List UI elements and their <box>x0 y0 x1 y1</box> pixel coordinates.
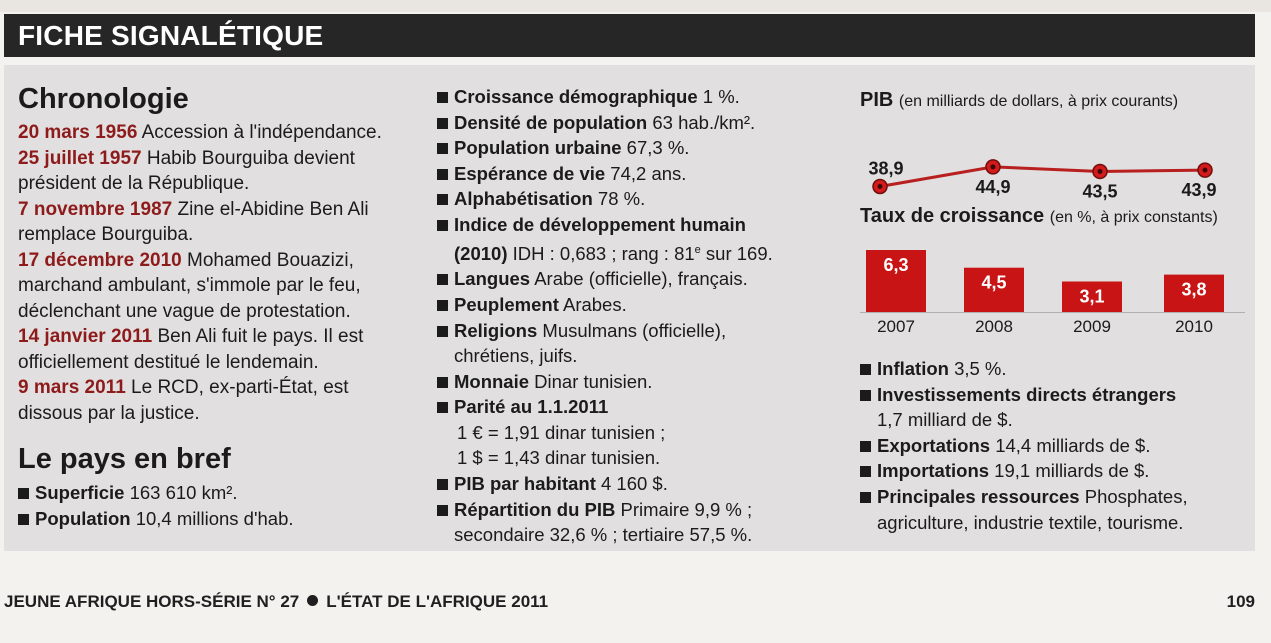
stat-value-sup: e <box>694 243 701 256</box>
chronologie-text: Mohamed Bouazizi, <box>181 249 354 271</box>
econ-importations <box>860 458 1255 484</box>
growth-year-label: 2008 <box>975 317 1013 336</box>
stat-value: Arabe (officielle), français. <box>530 268 748 290</box>
chronologie-text: déclenchant une vague de protestation. <box>18 300 351 322</box>
growth-data-label: 6,3 <box>883 255 909 275</box>
page-number: 109 <box>1226 592 1255 611</box>
pib-subtitle: (en milliards de dollars, à prix courants) <box>898 93 1179 110</box>
publication-line <box>4 592 548 612</box>
stat-value: 1 %. <box>697 86 740 107</box>
chronologie-entry <box>18 146 418 197</box>
stat-parite-dollar: 1 $ = 1,43 dinar tunisien. <box>457 447 661 469</box>
econ-exportations <box>860 433 1255 459</box>
pib-point-center <box>878 184 883 189</box>
pib-title: PIB <box>860 89 894 111</box>
stat-alphabetisation <box>437 186 832 212</box>
stat-label: Parité au 1.1.2011 <box>454 396 609 418</box>
pib-line-chart <box>860 114 1245 204</box>
stat-parite <box>437 394 832 471</box>
top-strip <box>0 0 1271 12</box>
stat-label: Population urbaine <box>454 137 622 159</box>
chronologie-date: 9 mars 2011 <box>18 377 126 398</box>
growth-bar-chart <box>860 230 1245 348</box>
bullet-square <box>860 390 871 401</box>
bullet-square <box>860 492 871 503</box>
chronologie-text: Habib Bourguiba devient <box>141 147 355 169</box>
stat-religions <box>437 318 832 369</box>
stat-parite-euro: 1 € = 1,91 dinar tunisien ; <box>457 421 666 443</box>
stat-value: Dinar tunisien. <box>529 370 653 392</box>
bullet-square <box>437 300 448 311</box>
pib-series-line <box>880 167 1205 187</box>
growth-subtitle: (en %, à prix constants) <box>1049 209 1218 226</box>
pib-point-center <box>1203 168 1208 173</box>
stat-value-end: sur 169. <box>700 242 773 264</box>
chronologie-entry <box>18 375 418 426</box>
stat-value: 3,5 %. <box>948 358 1007 379</box>
stat-value: 67,3 %. <box>621 137 690 159</box>
stat-value: 10,4 millions d'hab. <box>130 507 294 529</box>
chronologie-text: président de la République. <box>18 173 250 194</box>
chronologie-date: 7 novembre 1987 <box>18 198 173 220</box>
bullet-square <box>18 514 29 525</box>
chronologie-entry <box>18 248 418 325</box>
chronologie-text: Accession à l'indépendance. <box>137 122 382 143</box>
chronologie-text: officiellement destitué le lendemain. <box>18 351 319 373</box>
growth-year-label: 2007 <box>877 317 915 336</box>
bullet-square <box>437 194 448 205</box>
stat-croissance-demographique <box>437 84 832 110</box>
bullet-square <box>860 364 871 375</box>
bullet-square <box>437 377 448 388</box>
stat-value-line2: chrétiens, juifs. <box>454 345 578 367</box>
stat-value: 163 610 km². <box>124 482 238 503</box>
econ-ressources <box>860 484 1255 535</box>
chronologie-entry <box>18 197 418 248</box>
stat-value: Phosphates, <box>1079 485 1188 507</box>
stat-value: Musulmans (officielle), <box>537 319 727 341</box>
econ-investissements <box>860 382 1255 433</box>
chronologie-date: 20 mars 1956 <box>18 122 138 143</box>
column-statistiques <box>437 84 832 548</box>
column-economie <box>860 88 1255 535</box>
stat-label: Inflation <box>877 358 949 379</box>
pib-point-center <box>1098 169 1103 174</box>
bullet-square <box>437 169 448 180</box>
growth-data-label: 3,1 <box>1079 286 1105 307</box>
stat-value: 63 hab./km². <box>647 111 756 133</box>
stat-value: Primaire 9,9 % ; <box>615 498 753 520</box>
stat-label: Alphabétisation <box>454 188 593 210</box>
pib-chart-title <box>860 88 1255 114</box>
pib-data-label: 43,9 <box>1181 180 1217 201</box>
stat-label: Religions <box>454 319 538 341</box>
stat-esperance-de-vie <box>437 161 832 187</box>
bullet-square <box>437 92 448 103</box>
stat-population-urbaine <box>437 135 832 161</box>
stat-label: Espérance de vie <box>454 162 606 184</box>
header-bar <box>4 14 1255 57</box>
column-chronologie <box>18 82 418 531</box>
pays-title: Le pays en bref <box>18 443 231 475</box>
chronologie-entry <box>18 120 418 146</box>
stat-value: 74,2 ans. <box>605 162 687 184</box>
stat-label: Population <box>35 507 131 529</box>
stat-label: Exportations <box>877 434 991 456</box>
chronologie-list <box>18 120 418 426</box>
bullet-square <box>860 441 871 452</box>
chronologie-date: 17 décembre 2010 <box>18 249 182 271</box>
stat-label: Investissements directs étrangers <box>877 383 1177 405</box>
bullet-square <box>860 466 871 477</box>
chronologie-title: Chronologie <box>18 83 189 115</box>
stat-label: PIB par habitant <box>454 473 596 495</box>
stat-value-line2: secondaire 32,6 % ; tertiaire 57,5 %. <box>454 524 753 546</box>
stat-label: Répartition du PIB <box>454 498 616 520</box>
chronologie-text: marchand ambulant, s'immole par le feu, <box>18 275 361 296</box>
stat-superficie <box>18 480 418 506</box>
pib-data-label: 43,5 <box>1082 181 1118 202</box>
pib-data-label: 44,9 <box>975 176 1011 197</box>
stat-value: IDH : 0,683 ; rang : 81 <box>507 242 695 264</box>
stat-idh-line2 <box>454 238 832 267</box>
stat-label: Croissance démographique <box>454 86 698 107</box>
growth-data-label: 3,8 <box>1181 279 1207 300</box>
stat-label: Monnaie <box>454 370 530 392</box>
stat-population <box>18 506 418 532</box>
stat-value: 1,7 milliard de $. <box>877 409 1013 431</box>
bullet-square <box>437 505 448 516</box>
bullet-square <box>437 220 448 231</box>
chronologie-text: Ben Ali fuit le pays. Il est <box>152 326 364 347</box>
stat-monnaie <box>437 369 832 395</box>
stat-value: 19,1 milliards de $. <box>989 460 1150 482</box>
stat-value: 14,4 milliards de $. <box>990 434 1151 456</box>
growth-year-label: 2010 <box>1175 317 1213 336</box>
chronologie-date: 25 juillet 1957 <box>18 147 142 169</box>
stat-densite <box>437 110 832 136</box>
page-title: FICHE SIGNALÉTIQUE <box>18 20 324 51</box>
bullet-square <box>437 479 448 490</box>
chronologie-text: remplace Bourguiba. <box>18 224 194 245</box>
stat-label: Principales ressources <box>877 485 1080 507</box>
chronologie-text: Le RCD, ex-parti-État, est <box>125 377 349 398</box>
bullet-square <box>437 402 448 413</box>
chronologie-text: Zine el-Abidine Ben Ali <box>172 198 369 220</box>
stat-label: Indice de développement humain <box>454 213 746 235</box>
chronologie-text: dissous par la justice. <box>18 402 200 424</box>
stat-value: 4 160 $. <box>595 473 668 495</box>
stat-langues <box>437 266 832 292</box>
growth-data-label: 4,5 <box>981 272 1007 293</box>
stat-label: Importations <box>877 460 990 482</box>
chronologie-date: 14 janvier 2011 <box>18 326 153 347</box>
stat-value-line2: agriculture, industrie textile, tourisme. <box>877 511 1184 533</box>
chronologie-entry <box>18 324 418 375</box>
stat-value: 78 %. <box>592 188 646 210</box>
bullet-square <box>437 274 448 285</box>
stat-idh <box>437 212 832 266</box>
publication-issue: L'ÉTAT DE L'AFRIQUE 2011 <box>326 592 549 611</box>
bullet-square <box>437 326 448 337</box>
stat-label: Peuplement <box>454 293 559 315</box>
stat-value: Arabes. <box>558 293 627 315</box>
growth-chart-title <box>860 204 1255 230</box>
growth-title: Taux de croissance <box>860 205 1045 227</box>
econ-inflation <box>860 356 1255 382</box>
publication-name: JEUNE AFRIQUE HORS-SÉRIE N° 27 <box>4 592 300 611</box>
stat-label: Densité de population <box>454 111 648 133</box>
bullet-square <box>437 143 448 154</box>
pib-point-center <box>991 164 996 169</box>
bullet-dot-icon <box>307 595 318 606</box>
stat-label-year: (2010) <box>454 242 508 264</box>
stat-repartition-pib <box>437 497 832 548</box>
growth-year-label: 2009 <box>1073 317 1111 336</box>
bullet-square <box>18 488 29 499</box>
bullet-square <box>437 118 448 129</box>
stat-pib-par-habitant <box>437 471 832 497</box>
stat-peuplement <box>437 292 832 318</box>
stat-label: Langues <box>454 268 531 290</box>
pib-data-label: 38,9 <box>868 158 904 179</box>
stat-label: Superficie <box>35 482 125 503</box>
page-footer <box>4 592 1255 616</box>
